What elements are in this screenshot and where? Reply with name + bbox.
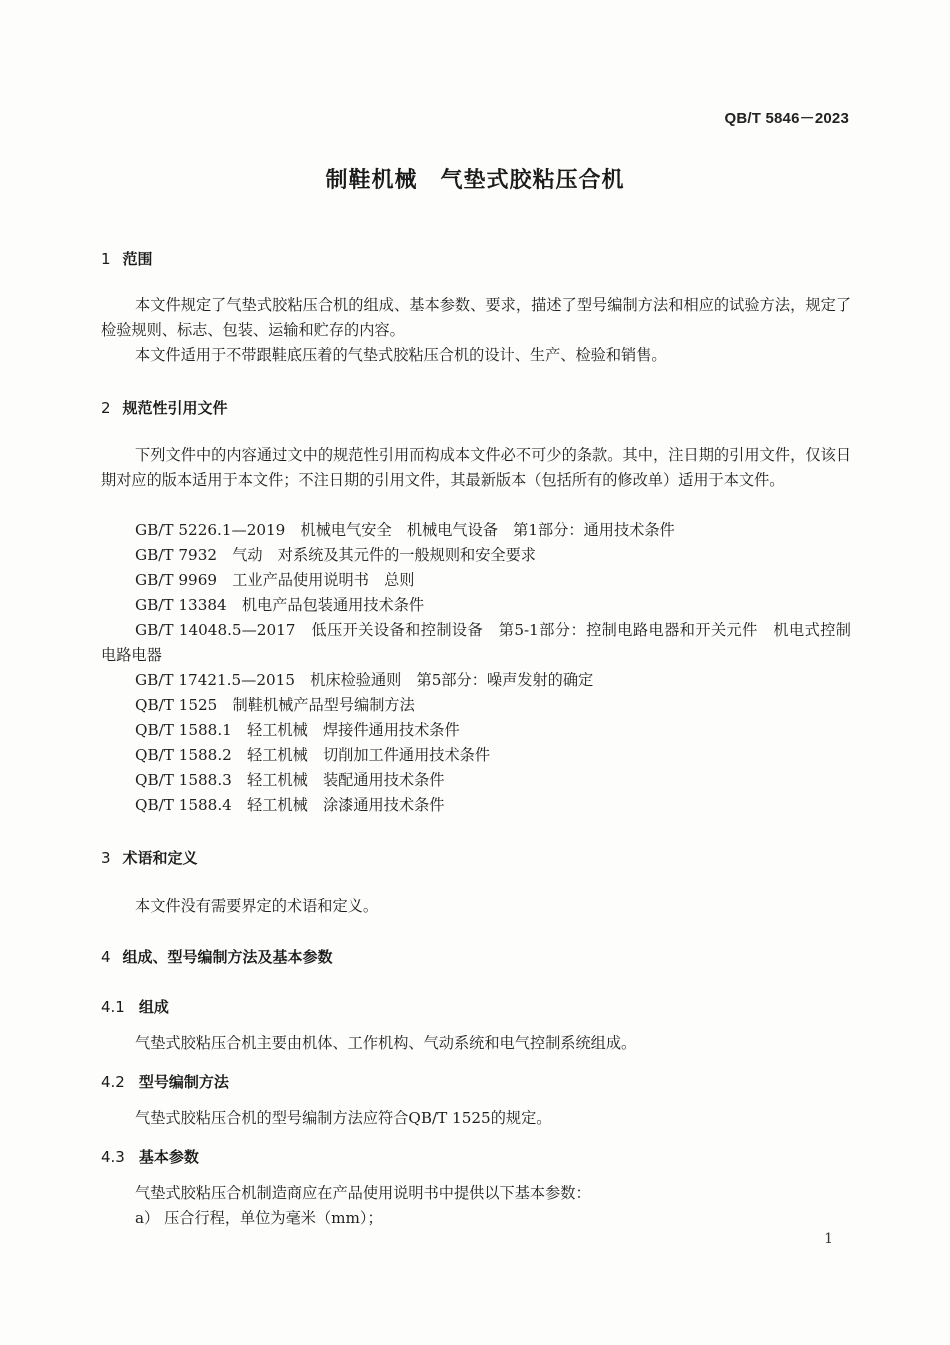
section-title: 型号编制方法 xyxy=(138,1073,229,1091)
section-title: 组成、型号编制方法及基本参数 xyxy=(122,948,333,966)
section-2-heading xyxy=(101,397,228,418)
section-4-1-paragraph: 气垫式胶粘压合机主要由机体、工作机构、气动系统和电气控制系统组成。 xyxy=(135,1034,637,1052)
section-3-heading xyxy=(101,847,198,868)
reference-item: QB/T 1588.3 轻工机械 装配通用技术条件 xyxy=(135,771,445,789)
section-number: 1 xyxy=(101,250,111,268)
section-4-2-heading xyxy=(101,1071,229,1092)
standard-code: QB/T 5846－2023 xyxy=(724,110,849,127)
section-title: 术语和定义 xyxy=(122,849,198,867)
reference-item: QB/T 1588.4 轻工机械 涂漆通用技术条件 xyxy=(135,796,445,814)
normative-references-list xyxy=(101,518,851,818)
section-3-paragraph: 本文件没有需要界定的术语和定义。 xyxy=(135,897,378,915)
reference-item: GB/T 13384 机电产品包装通用技术条件 xyxy=(135,596,425,614)
section-number: 2 xyxy=(101,399,111,417)
section-4-heading xyxy=(101,946,333,967)
section-number: 4.2 xyxy=(101,1073,125,1091)
section-4-2-paragraph: 气垫式胶粘压合机的型号编制方法应符合QB/T 1525的规定。 xyxy=(135,1109,552,1127)
document-title: 制鞋机械 气垫式胶粘压合机 xyxy=(325,168,625,193)
section-title: 规范性引用文件 xyxy=(122,399,228,417)
reference-item: GB/T 9969 工业产品使用说明书 总则 xyxy=(135,571,415,589)
reference-item: GB/T 5226.1—2019 机械电气安全 机械电气设备 第1部分：通用技术条件 xyxy=(135,521,675,539)
section-title: 组成 xyxy=(138,998,169,1016)
reference-item: QB/T 1588.1 轻工机械 焊接件通用技术条件 xyxy=(135,721,460,739)
section-number: 3 xyxy=(101,849,111,867)
section-title: 范围 xyxy=(122,250,153,268)
section-1-paragraph-2: 本文件适用于不带跟鞋底压着的气垫式胶粘压合机的设计、生产、检验和销售。 xyxy=(135,346,667,364)
section-4-3-paragraph: 气垫式胶粘压合机制造商应在产品使用说明书中提供以下基本参数： xyxy=(135,1184,591,1202)
section-4-3-heading xyxy=(101,1146,199,1167)
section-4-1-heading xyxy=(101,996,169,1017)
page-number: 1 xyxy=(824,1231,833,1247)
reference-item: QB/T 1525 制鞋机械产品型号编制方法 xyxy=(135,696,415,714)
section-1-heading xyxy=(101,248,153,269)
section-number: 4.1 xyxy=(101,998,125,1016)
reference-item: GB/T 14048.5—2017 低压开关设备和控制设备 第5-1部分：控制电路电器和开关元件 机电式控制电路电器 xyxy=(101,621,851,664)
section-title: 基本参数 xyxy=(138,1148,199,1166)
reference-item: GB/T 17421.5—2015 机床检验通则 第5部分：噪声发射的确定 xyxy=(135,671,594,689)
reference-item: GB/T 7932 气动 对系统及其元件的一般规则和安全要求 xyxy=(135,546,536,564)
section-number: 4.3 xyxy=(101,1148,125,1166)
section-4-3-list-item-a: a） 压合行程，单位为毫米（mm）； xyxy=(135,1209,383,1227)
reference-item: QB/T 1588.2 轻工机械 切削加工件通用技术条件 xyxy=(135,746,491,764)
section-2-intro: 下列文件中的内容通过文中的规范性引用而构成本文件必不可少的条款。其中，注日期的引用文件，仅该日期对应的版本适用于本文件；不注日期的引用文件，其最新版本（包括所有的修改单）适用于本文件。 xyxy=(101,446,851,489)
section-number: 4 xyxy=(101,948,111,966)
section-1-paragraph-1: 本文件规定了气垫式胶粘压合机的组成、基本参数、要求，描述了型号编制方法和相应的试验方法，规定了检验规则、标志、包装、运输和贮存的内容。 xyxy=(101,296,851,339)
